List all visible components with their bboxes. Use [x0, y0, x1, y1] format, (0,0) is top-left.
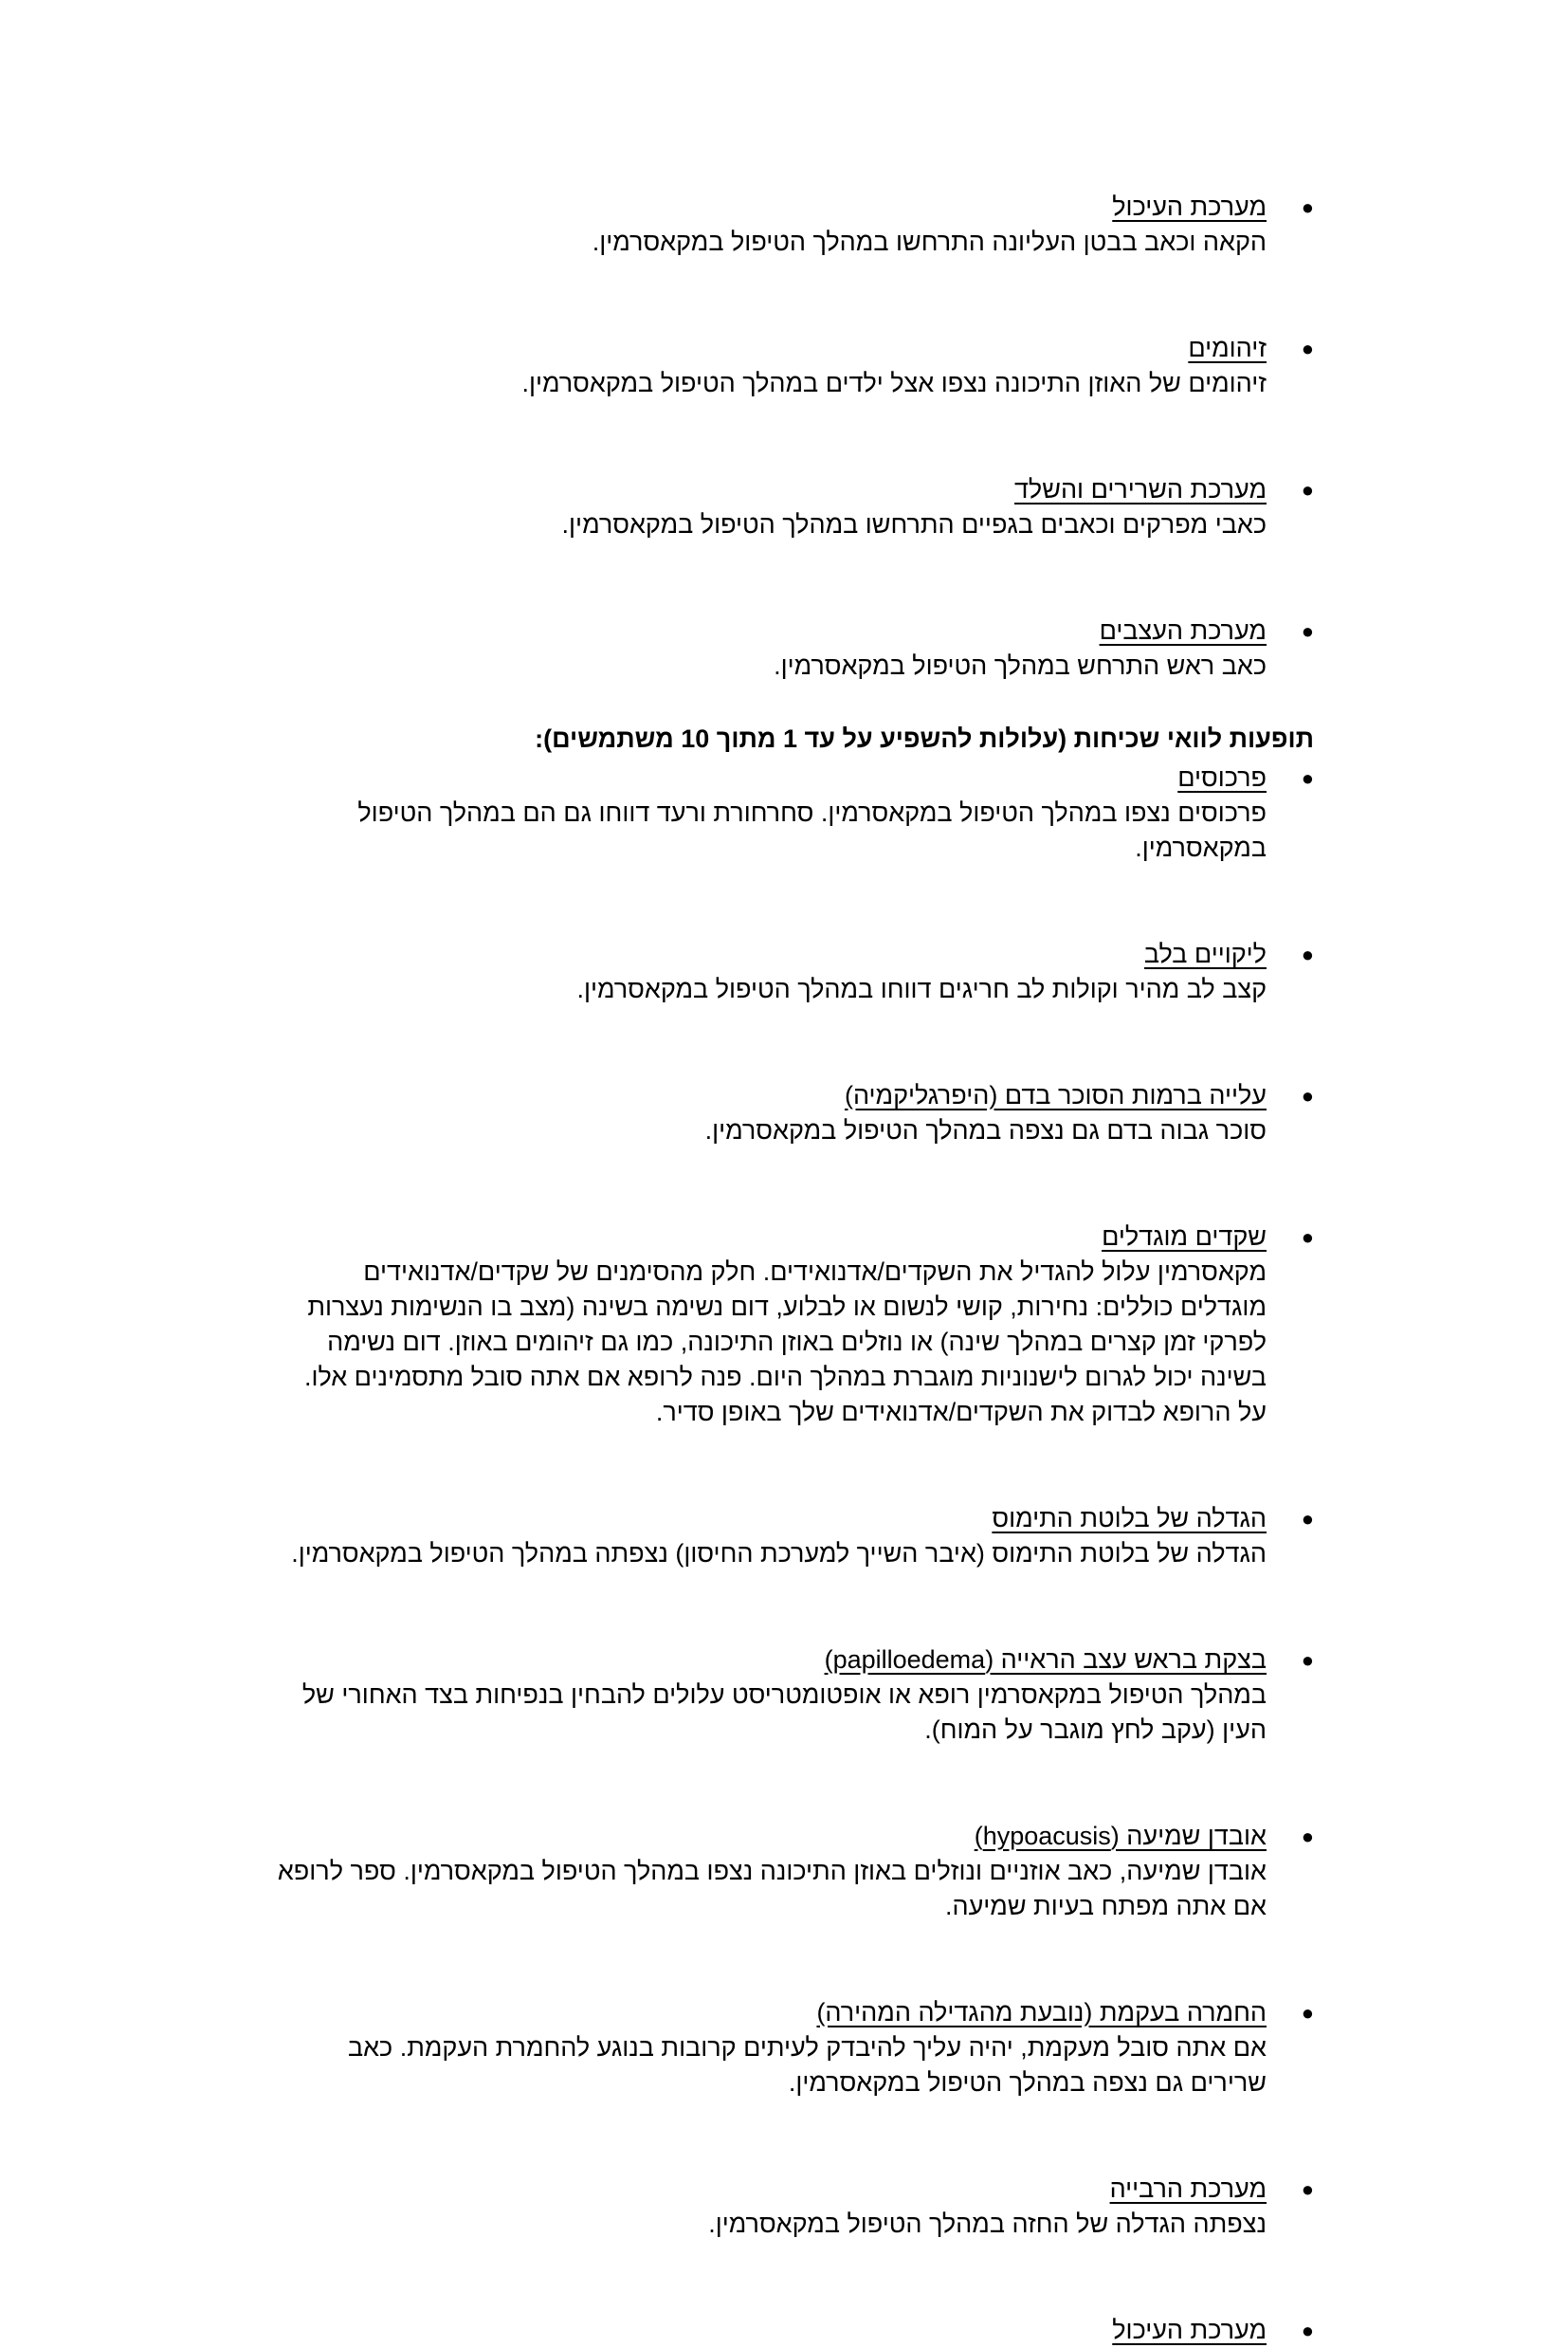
list-item — [276, 1995, 1314, 2100]
list-item — [276, 2313, 1314, 2348]
item-description: נצפתה הגדלה של החזה במהלך הטיפול במקאסרמין. — [708, 2210, 1267, 2238]
item-description: קצב לב מהיר וקולות לב חריגים דווחו במהלך הטיפול במקאסרמין. — [576, 975, 1267, 1003]
item-description: סוכר גבוה בדם גם נצפה במהלך הטיפול במקאסרמין. — [704, 1116, 1267, 1145]
item-title: מערכת הרבייה — [1109, 2174, 1267, 2203]
bullet-icon: ● — [1301, 1648, 1314, 1672]
list-item — [276, 1819, 1314, 1924]
item-description: הגדלה של בלוטת התימוס (איבר השייך למערכת החיסון) נצפתה במהלך הטיפול במקאסרמין. — [291, 1539, 1267, 1568]
side-effects-list-common — [276, 761, 1314, 2348]
bullet-icon: ● — [1301, 619, 1314, 643]
item-description: כאבי מפרקים וכאבים בגפיים התרחשו במהלך הטיפול במקאסרמין. — [561, 510, 1267, 539]
item-title: פרכוסים — [1177, 763, 1267, 792]
list-item — [276, 937, 1314, 1007]
list-item — [276, 1078, 1314, 1148]
item-title: החמרה בעקמת (נובעת מהגדילה המהירה) — [816, 1998, 1267, 2027]
item-title: הגדלה של בלוטת התימוס — [992, 1504, 1267, 1532]
bullet-icon: ● — [1301, 1225, 1314, 1249]
item-description: זיהומים של האוזן התיכונה נצפו אצל ילדים במהלך הטיפול במקאסרמין. — [521, 369, 1267, 397]
item-title: ליקויים בלב — [1143, 940, 1267, 968]
bullet-icon: ● — [1301, 943, 1314, 966]
bullet-icon: ● — [1301, 766, 1314, 790]
item-title: אובדן שמיעה (hypoacusis) — [974, 1822, 1267, 1850]
section-heading: תופעות לוואי שכיחות (עלולות להשפיע על עד 1 מתוך 10 משתמשים): — [535, 725, 1314, 753]
bullet-icon: ● — [1301, 1084, 1314, 1108]
item-title: מערכת העיכול — [1112, 193, 1267, 221]
side-effects-list-top — [276, 190, 1314, 684]
item-title: מערכת העצבים — [1099, 616, 1267, 645]
list-item — [276, 331, 1314, 401]
bullet-icon: ● — [1301, 2319, 1314, 2342]
item-description: הקאה וכאב בבטן העליונה התרחשו במהלך הטיפול במקאסרמין. — [592, 228, 1267, 256]
item-description: במהלך הטיפול במקאסרמין רופא או אופטומטריסט עלולים להבחין בנפיחות בצד האחורי של העין (עקב לחץ מוגבר על המוח). — [301, 1680, 1267, 1744]
item-title: בצקת בראש עצב הראייה (papilloedema) — [824, 1645, 1267, 1674]
list-item — [276, 2172, 1314, 2242]
item-title: עלייה ברמות הסוכר בדם (היפרגליקמיה) — [844, 1081, 1267, 1110]
list-item — [276, 472, 1314, 542]
bullet-icon: ● — [1301, 1825, 1314, 1848]
item-description: מקאסרמין עלול להגדיל את השקדים/אדנואידים. חלק מהסימנים של שקדים/אדנואידים מוגדלים כוללים: נחירות, קושי לנשום או לבלוע, דום נשימה בשינה (מצב בו הנשימות נעצרות לפרקי זמן קצרים במהלך שינה) או נוזלים באוזן התיכונה, כמו גם זיהומים באוזן. דום נשימה בשינה יכול לגרום לישנוניות מוגברת במהלך היום. פנה לרופא אם אתה סובל מתסמינים אלו. על הרופא לבדוק את השקדים/אדנואידים שלך באופן סדיר. — [303, 1257, 1267, 1426]
list-item — [276, 1642, 1314, 1748]
bullet-icon: ● — [1301, 2001, 1314, 2025]
list-item — [276, 1220, 1314, 1430]
item-title: זיהומים — [1188, 334, 1267, 362]
document-content — [276, 190, 1314, 2348]
item-description: כאב ראש התרחש במהלך הטיפול במקאסרמין. — [774, 651, 1267, 680]
list-item — [276, 190, 1314, 260]
item-description: אם אתה סובל מעקמת, יהיה עליך להיבדק לעיתים קרובות בנוגע להחמרת העקמת. כאב שרירים גם נצפה במהלך הטיפול במקאסרמין. — [347, 2033, 1267, 2097]
list-item — [276, 614, 1314, 684]
list-item — [276, 761, 1314, 866]
item-title: מערכת העיכול — [1112, 2316, 1267, 2344]
bullet-icon: ● — [1301, 1507, 1314, 1531]
bullet-icon: ● — [1301, 337, 1314, 360]
bullet-icon: ● — [1301, 2177, 1314, 2201]
list-item — [276, 1501, 1314, 1571]
item-description: פרכוסים נצפו במהלך הטיפול במקאסרמין. סחרחורת ורעד דווחו גם הם במהלך הטיפול במקאסרמין. — [357, 798, 1267, 862]
bullet-icon: ● — [1301, 195, 1314, 219]
item-description: אובדן שמיעה, כאב אוזניים ונוזלים באוזן התיכונה נצפו במהלך הטיפול במקאסרמין. ספר לרופא אם אתה מפתח בעיות שמיעה. — [277, 1857, 1267, 1920]
item-title: מערכת השרירים והשלד — [1013, 475, 1267, 504]
item-title: שקדים מוגדלים — [1102, 1222, 1267, 1251]
bullet-icon: ● — [1301, 478, 1314, 502]
